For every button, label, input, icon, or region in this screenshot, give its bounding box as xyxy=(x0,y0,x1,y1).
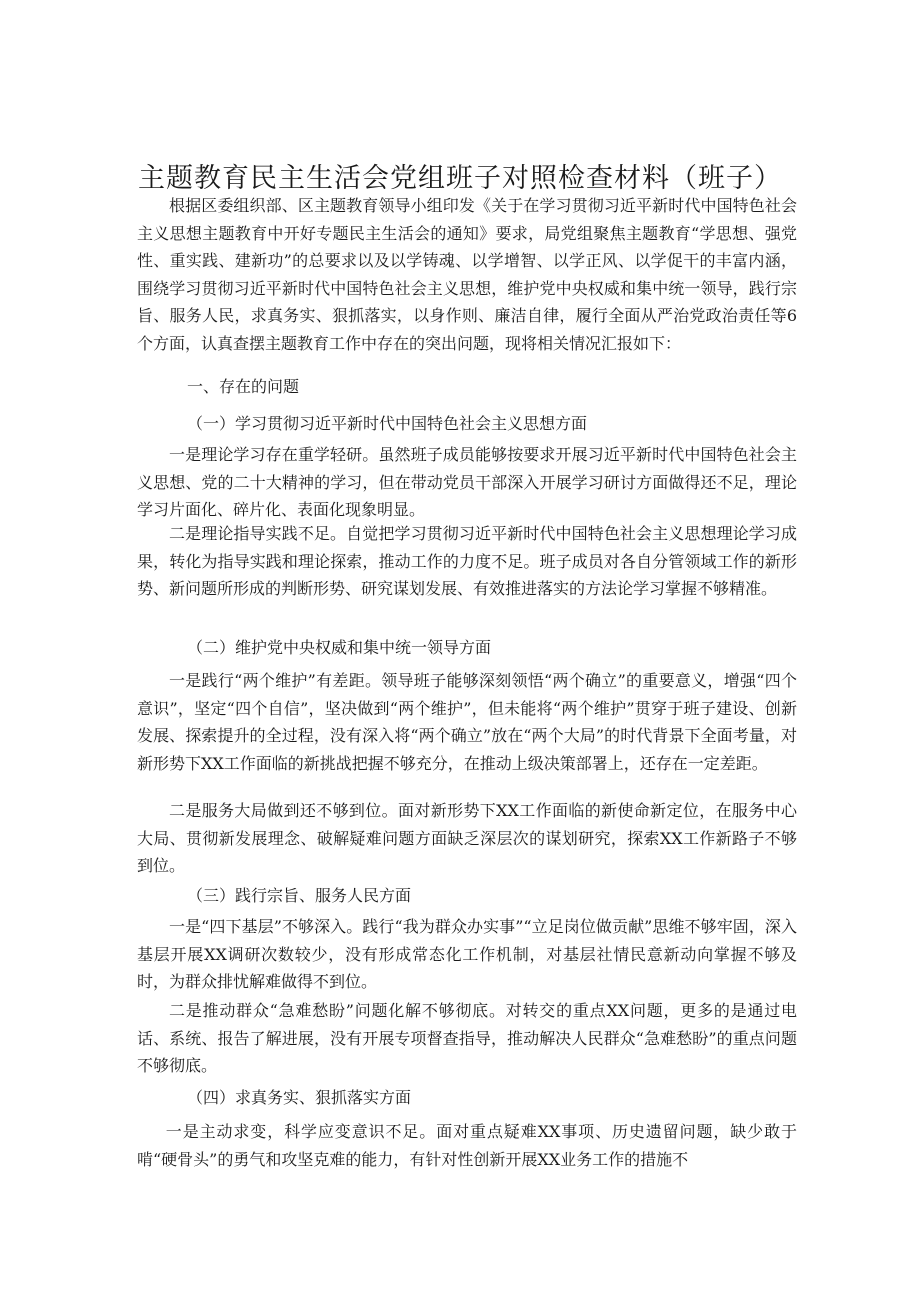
subsection-heading-2: （二）维护党中央权威和集中统一领导方面 xyxy=(187,638,492,657)
paragraph-5: 一是“四下基层”不够深入。践行“我为群众办实事”“立足岗位做贡献”思维不够牢固，深入基层开展XX调研次数较少，没有形成常态化工作机制，对基层社情民意新动向掌握不够及时，为群众排忧解难做得不到位。 xyxy=(137,917,797,991)
paragraph-1: 一是理论学习存在重学轻研。虽然班子成员能够按要求开展习近平新时代中国特色社会主义思想、党的二十大精神的学习，但在带动党员干部深入开展学习研讨方面做得还不足，理论学习片面化、碎片化、表面化现象明显。 xyxy=(137,445,797,519)
section-heading-problems: 一、存在的问题 xyxy=(187,377,300,396)
subsection-heading-4: （四）求真务实、狠抓落实方面 xyxy=(187,1088,412,1107)
paragraph-2: 二是理论指导实践不足。自觉把学习贯彻习近平新时代中国特色社会主义思想理论学习成果，转化为指导实践和理论探索，推动工作的力度不足。班子成员对各自分管领域工作的新形势、新问题所形成的判断形势、研究谋划发展、有效推进落实的方法论学习掌握不够精准。 xyxy=(137,524,797,598)
paragraph-6: 二是推动群众“急难愁盼”问题化解不够彻底。对转交的重点XX问题，更多的是通过电话、系统、报告了解进展，没有开展专项督查指导，推动解决人民群众“急难愁盼”的重点问题不够彻底。 xyxy=(137,1001,797,1075)
intro-paragraph: 根据区委组织部、区主题教育领导小组印发《关于在学习贯彻习近平新时代中国特色社会主义思想主题教育中开好专题民主生活会的通知》要求，局党组聚焦主题教育“学思想、强党性、重实践、建新功”的总要求以及以学铸魂、以学增智、以学正风、以学促干的丰富内涵，围绕学习贯彻习近平新时代中国特色社会主义思想，维护党中央权威和集中统一领导，践行宗旨、服务人民，求真务实、狠抓落实，以身作则、廉洁自律，履行全面从严治党政治责任等6个方面，认真查摆主题教育工作中存在的突出问题，现将相关情况汇报如下： xyxy=(137,196,797,353)
paragraph-7: 一是主动求变，科学应变意识不足。面对重点疑难XX事项、历史遗留问题，缺少敢于啃“硬骨头”的勇气和攻坚克难的能力，有针对性创新开展XX业务工作的措施不 xyxy=(137,1122,797,1169)
subsection-heading-1: （一）学习贯彻习近平新时代中国特色社会主义思想方面 xyxy=(187,414,588,433)
subsection-heading-3: （三）践行宗旨、服务人民方面 xyxy=(187,886,412,905)
document-title: 主题教育民主生活会党组班子对照检查材料（班子） xyxy=(138,163,782,195)
paragraph-3: 一是践行“两个维护”有差距。领导班子能够深刻领悟“两个确立”的重要意义，增强“四个意识”，坚定“四个自信”，坚决做到“两个维护”，但未能将“两个维护”贯穿于班子建设、创新发展、探索提升的全过程，没有深入将“两个确立”放在“两个大局”的时代背景下全面考量，对新形势下XX工作面临的新挑战把握不够充分，在推动上级决策部署上，还存在一定差距。 xyxy=(137,671,797,773)
paragraph-4: 二是服务大局做到还不够到位。面对新形势下XX工作面临的新使命新定位，在服务中心大局、贯彻新发展理念、破解疑难问题方面缺乏深层次的谋划研究，探索XX工作新路子不够到位。 xyxy=(137,801,797,875)
